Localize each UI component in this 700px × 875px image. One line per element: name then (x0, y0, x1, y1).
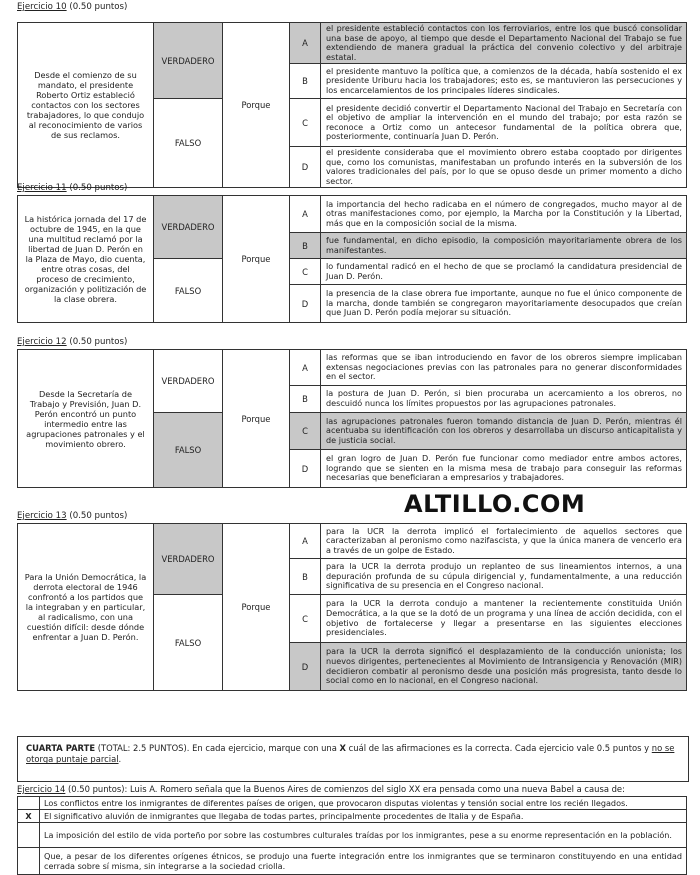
porque-label: Porque (223, 23, 290, 188)
answer-row (18, 848, 687, 875)
option-letter[interactable]: A (290, 350, 321, 386)
option-text[interactable]: la presencia de la clase obrera fue importante, aunque no fue el único componente de la marcha, donde también se congregaron mayoritariamente desocupados que creían que Juan D. Perón podía mejorar su situación. (321, 285, 687, 323)
option-text[interactable]: lo fundamental radicó en el hecho de que se proclamó la candidatura presidencial de Juan D. Perón. (321, 259, 687, 285)
falso-cell[interactable]: FALSO (154, 259, 223, 323)
exercise-label: Ejercicio 11 (17, 183, 67, 193)
option-text[interactable]: para la UCR la derrota implicó el fortalecimiento de aquellos sectores que caracterizaban al peronismo como nazifascista, y que la única manera de vencerlo era a través de un golpe de Estado. (321, 524, 687, 559)
option-text[interactable]: fue fundamental, en dicho episodio, la composición mayoritariamente obrera de los manifestantes. (321, 233, 687, 259)
option-text[interactable]: la importancia del hecho radicaba en el número de congregados, mucho mayor al de otras manifestaciones como, por ejemplo, la Marcha por la Constitución y la Libertad, más que en la composición social de la misma. (321, 196, 687, 233)
option-letter[interactable]: B (290, 233, 321, 259)
instructions-text: cuál de las afirmaciones es la correcta. Cada ejercicio vale 0.5 puntos y (346, 743, 652, 753)
option-text[interactable]: para la UCR la derrota produjo un replanteo de sus lineamientos internos, a una depuración profunda de su cúpula dirigencial y, fundamentalmente, a una reducción significativa de su presencia en el Congreso nacional. (321, 559, 687, 595)
exercise-points: (0.50 puntos) (66, 183, 128, 193)
option-text[interactable]: las reformas que se iban introduciendo en favor de los obreros siempre implicaban extensas negociaciones previas con las patronales para no generar disconformidades en el sector. (321, 350, 687, 386)
answer-checkbox[interactable] (18, 823, 40, 848)
option-text[interactable]: las agrupaciones patronales fueron tomando distancia de Juan D. Perón, mientras él acentuaba su identificación con los obreros y desarrollaba un discurso anticapitalista y de justicia social. (321, 413, 687, 450)
exercise-table (17, 523, 687, 691)
option-text[interactable]: el presidente decidió convertir el Departamento Nacional del Trabajo en Secretaría con el objetivo de ampliar la intervención en el mundo del trabajo; por esta razón se reconoce a Ortiz como un antecesor fundamental de la política obrera que, posteriormente, continuaría Juan D. Perón. (321, 99, 687, 147)
instructions-text: (TOTAL: 2.5 PUNTOS). En cada ejercicio, marque con una (95, 743, 340, 753)
option-letter[interactable]: D (290, 643, 321, 691)
option-letter[interactable]: B (290, 386, 321, 413)
option-row (18, 524, 687, 559)
instructions-box (17, 736, 689, 782)
instructions-emphasis: no se otorga puntaje parcial (26, 743, 675, 765)
option-letter[interactable]: A (290, 196, 321, 233)
porque-label: Porque (223, 524, 290, 691)
exercise-title (17, 2, 127, 12)
option-row (18, 23, 687, 64)
answer-text[interactable]: Que, a pesar de los diferentes orígenes étnicos, se produjo una fuerte integración entre los inmigrantes que se terminaron constituyendo en una entidad cerrada sobre sí misma, sin integrarse a la sociedad criolla. (40, 848, 687, 875)
answer-row (18, 797, 687, 810)
statement: Desde el comienzo de su mandato, el presidente Roberto Ortiz estableció contactos con los sectores trabajadores, lo que condujo al reconocimiento de varios de sus reclamos. (18, 23, 154, 188)
verdadero-cell[interactable]: VERDADERO (154, 23, 223, 99)
exercise-label: Ejercicio 12 (17, 337, 67, 347)
option-letter[interactable]: D (290, 285, 321, 323)
option-letter[interactable]: C (290, 595, 321, 643)
exercise-label: Ejercicio 10 (17, 2, 67, 12)
option-letter[interactable]: A (290, 524, 321, 559)
answer-checkbox[interactable] (18, 797, 40, 810)
option-letter[interactable]: A (290, 23, 321, 64)
option-text[interactable]: el presidente consideraba que el movimiento obrero estaba cooptado por dirigentes que, como los comunistas, manifestaban un profundo interés en la subversión de los valores tradicionales del país, por lo que se opuso desde un primer momento a dicho sector. (321, 147, 687, 188)
option-letter[interactable]: B (290, 64, 321, 99)
option-row (18, 350, 687, 386)
option-text[interactable]: el gran logro de Juan D. Perón fue funcionar como mediador entre ambos actores, logrando que se sienten en la misma mesa de trabajo para conseguir las reformas necesarias que beneficiaran a empresarios y trabajadores. (321, 450, 687, 488)
exercise-title (17, 784, 625, 794)
instructions-text: . (118, 754, 122, 765)
verdadero-cell[interactable]: VERDADERO (154, 196, 223, 259)
option-text[interactable]: el presidente estableció contactos con los ferroviarios, entre los que buscó consolidar una base de apoyo, al tiempo que desde el Departamento Nacional del Trabajo se fue extendiendo de manera gradual la práctica del convenio colectivo y del arbitraje estatal. (321, 23, 687, 64)
option-letter[interactable]: B (290, 559, 321, 595)
part-heading: CUARTA PARTE (26, 743, 96, 753)
answer-text[interactable]: El significativo aluvión de inmigrantes que llegaba de todas partes, principalmente procedentes de Italia y de España. (40, 810, 687, 823)
altillo-logo: ALTILLO.COM (404, 490, 586, 518)
answer-table (17, 796, 687, 875)
exercise-label: Ejercicio 14 (17, 784, 66, 794)
statement: Para la Unión Democrática, la derrota electoral de 1946 confrontó a los partidos que la integraban y en particular, al radicalismo, con una cuestión difícil: desde dónde enfrentar a Juan D. Perón. (18, 524, 154, 691)
answer-checkbox[interactable] (18, 848, 40, 875)
option-letter[interactable]: D (290, 450, 321, 488)
answer-row (18, 810, 687, 823)
answer-checkbox[interactable]: X (18, 810, 40, 823)
porque-label: Porque (223, 196, 290, 323)
falso-cell[interactable]: FALSO (154, 595, 223, 691)
falso-cell[interactable]: FALSO (154, 413, 223, 488)
answer-text[interactable]: La imposición del estilo de vida porteño por sobre las costumbres culturales traídas por los inmigrantes, pese a su enorme representación en la población. (40, 823, 687, 848)
exercise-table (17, 195, 687, 323)
option-row (18, 196, 687, 233)
statement: Desde la Secretaría de Trabajo y Previsión, Juan D. Perón encontró un punto intermedio entre las agrupaciones patronales y el movimiento obrero. (18, 350, 154, 488)
exercise-points: (0.50 puntos) (66, 337, 128, 347)
answer-text[interactable]: Los conflictos entre los inmigrantes de diferentes países de origen, que provocaron disputas violentas y tensión social entre los recién llegados. (40, 797, 687, 810)
exercise-title (17, 511, 127, 521)
exercise-title (17, 337, 127, 347)
porque-label: Porque (223, 350, 290, 488)
option-letter[interactable]: C (290, 259, 321, 285)
exercise-points: (0.50 puntos) (66, 2, 128, 12)
exercise-label: Ejercicio 13 (17, 511, 67, 521)
question-text: (0.50 puntos): Luis A. Romero señala que la Buenos Aires de comienzos del siglo XX era pensada como una nueva Babel a causa de: (65, 784, 625, 794)
option-text[interactable]: la postura de Juan D. Perón, si bien procuraba un acercamiento a los obreros, no descuidó nunca los límites propuestos por las agrupaciones patronales. (321, 386, 687, 413)
falso-cell[interactable]: FALSO (154, 99, 223, 188)
exercise-points: (0.50 puntos) (66, 511, 128, 521)
option-text[interactable]: el presidente mantuvo la política que, a comienzos de la década, había sostenido el ex presidente Uriburu hacia los trabajadores; esto es, se mantuvieron las persecuciones y los encarcelamientos de los principales líderes sindicales. (321, 64, 687, 99)
verdadero-cell[interactable]: VERDADERO (154, 350, 223, 413)
option-text[interactable]: para la UCR la derrota significó el desplazamiento de la conducción unionista; los nuevos dirigentes, pertenecientes al Movimiento de Intransigencia y Renovación (MIR) decidieron combatir al peronismo desde una posición más progresista, tanto desde lo social como en lo nacional, en el Congreso nacional. (321, 643, 687, 691)
exercise-table (17, 349, 687, 488)
verdadero-cell[interactable]: VERDADERO (154, 524, 223, 595)
exercise-table (17, 22, 687, 188)
option-text[interactable]: para la UCR la derrota condujo a mantener la recientemente constituida Unión Democrática, a la que se la dotó de un programa y una línea de acción decidida, con el objetivo de fortalecerse y llegar a presentarse en las siguientes elecciones presidenciales. (321, 595, 687, 643)
option-letter[interactable]: C (290, 99, 321, 147)
option-letter[interactable]: D (290, 147, 321, 188)
statement: La histórica jornada del 17 de octubre de 1945, en la que una multitud reclamó por la libertad de Juan D. Perón en la Plaza de Mayo, dio cuenta, entre otras cosas, del proceso de crecimiento, organización y politización de la clase obrera. (18, 196, 154, 323)
mark-symbol: X (339, 743, 346, 753)
answer-row (18, 823, 687, 848)
exercise-title (17, 183, 127, 193)
option-letter[interactable]: C (290, 413, 321, 450)
